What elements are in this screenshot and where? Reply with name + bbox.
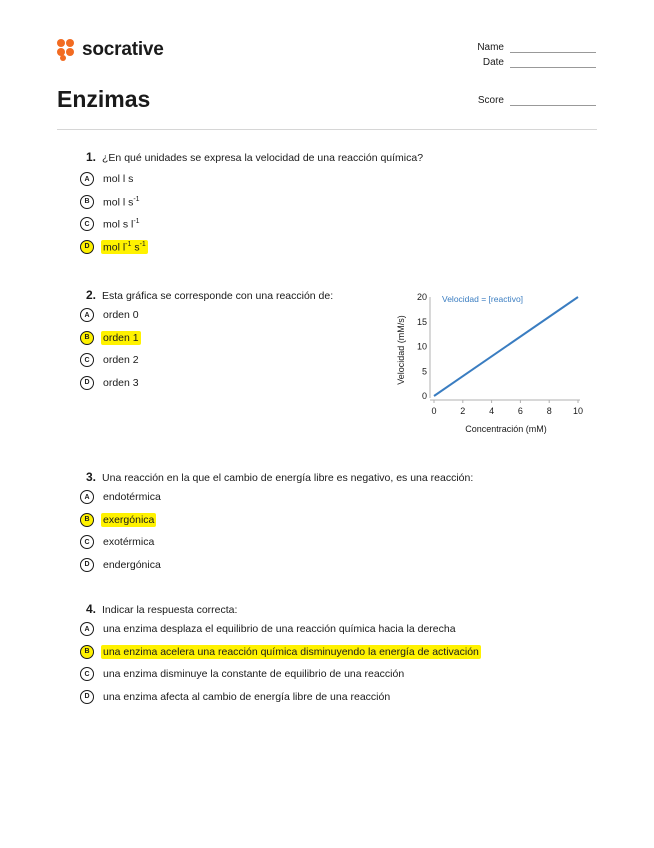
question-1 (86, 150, 586, 258)
date-label: Date (482, 57, 504, 68)
option-text: exotérmica (103, 536, 155, 549)
option-letter-badge: D (80, 690, 94, 704)
x-tick-label: 10 (572, 406, 584, 416)
answer-option[interactable] (80, 372, 376, 395)
answer-option[interactable] (80, 641, 586, 664)
page-title: Enzimas (57, 86, 151, 112)
option-text: una enzima afecta al cambio de energía libre de una reacción (103, 690, 391, 703)
answer-option[interactable] (80, 236, 586, 259)
option-letter-badge: D (80, 240, 94, 254)
x-tick-label: 2 (460, 406, 466, 416)
option-letter-badge: C (80, 667, 94, 681)
option-letter-badge: A (80, 308, 94, 322)
socrative-logo-icon (57, 38, 77, 62)
answer-option[interactable] (80, 349, 376, 372)
option-letter-badge: D (80, 558, 94, 572)
y-tick-label: 0 (421, 391, 427, 401)
question-number: 4. (86, 602, 97, 616)
answer-option[interactable] (80, 554, 586, 577)
answer-option[interactable] (80, 304, 376, 327)
question-header (86, 150, 586, 164)
answer-option[interactable] (80, 531, 586, 554)
answer-option[interactable] (80, 686, 586, 709)
option-letter-badge: C (80, 353, 94, 367)
option-letter-badge: C (80, 535, 94, 549)
answer-option[interactable] (80, 618, 586, 641)
x-tick-label: 6 (517, 406, 523, 416)
option-letter-badge: B (80, 331, 94, 345)
question-header (86, 602, 586, 616)
question-4 (86, 602, 586, 708)
answer-option[interactable] (80, 168, 586, 191)
option-letter-badge: A (80, 490, 94, 504)
x-axis-label: Concentración (mM) (465, 424, 547, 434)
option-letter-badge: B (80, 195, 94, 209)
question-number: 3. (86, 470, 97, 484)
option-text: endergónica (103, 558, 161, 571)
option-text: orden 3 (103, 376, 139, 389)
question-header (86, 470, 586, 484)
option-text: una enzima acelera una reacción química disminuyendo la energía de activación (103, 645, 479, 658)
option-text: orden 0 (103, 309, 139, 322)
answer-option[interactable] (80, 327, 376, 350)
option-text: una enzima desplaza el equilibrio de una reacción química hacia la derecha (103, 623, 456, 636)
y-tick-label: 10 (416, 341, 427, 352)
score-line (510, 96, 596, 106)
date-line (510, 58, 596, 68)
y-tick-label: 15 (416, 316, 427, 327)
question-2 (86, 288, 376, 394)
option-letter-badge: A (80, 622, 94, 636)
option-text: mol s $l^{-1}$ (103, 218, 140, 231)
y-tick-label: 5 (421, 366, 427, 377)
y-axis-label: Velocidad (mM/s) (396, 315, 406, 385)
name-label: Name (477, 42, 504, 53)
question-number: 1. (86, 150, 97, 164)
option-text: mol $l^{-1}$ $s^{-1}$ (103, 240, 146, 253)
question-header (86, 288, 376, 302)
score-label: Score (477, 95, 504, 106)
score-field (478, 95, 596, 106)
option-text: una enzima disminuye la constante de equilibrio de una reacción (103, 668, 405, 681)
option-text: endotérmica (103, 491, 161, 504)
answer-option[interactable] (80, 663, 586, 686)
velocity-concentration-chart (392, 289, 592, 439)
x-tick-label: 8 (546, 406, 552, 416)
option-text: mol l $s^{-1}$ (103, 195, 140, 208)
option-text: orden 1 (103, 331, 139, 344)
brand-name: socrative (82, 39, 164, 60)
answer-option[interactable] (80, 191, 586, 214)
legend-label: Velocidad = [reactivo] (442, 294, 524, 304)
x-tick-label: 0 (431, 406, 437, 416)
x-tick-label: 4 (489, 406, 495, 416)
answer-option[interactable] (80, 486, 586, 509)
question-text: Esta gráfica se corresponde con una reacción de: (102, 290, 334, 302)
y-tick-label: 20 (416, 292, 427, 302)
option-letter-badge: B (80, 513, 94, 527)
option-text: orden 2 (103, 354, 139, 367)
option-letter-badge: D (80, 376, 94, 390)
option-text: exergónica (103, 513, 155, 526)
option-text: mol l s (103, 173, 134, 186)
date-field (483, 57, 596, 68)
question-text: Indicar la respuesta correcta: (102, 604, 238, 616)
answer-option[interactable] (80, 213, 586, 236)
header-divider (57, 129, 597, 130)
series-line (434, 297, 578, 396)
name-line (510, 43, 596, 53)
option-letter-badge: B (80, 645, 94, 659)
option-letter-badge: C (80, 217, 94, 231)
question-3 (86, 470, 586, 576)
option-letter-badge: A (80, 172, 94, 186)
question-text: Una reacción en la que el cambio de energía libre es negativo, es una reacción: (102, 472, 474, 484)
question-number: 2. (86, 288, 97, 302)
question-text: ¿En qué unidades se expresa la velocidad de una reacción química? (102, 152, 424, 164)
answer-option[interactable] (80, 509, 586, 532)
name-field (477, 42, 596, 53)
socrative-logo (57, 38, 164, 62)
